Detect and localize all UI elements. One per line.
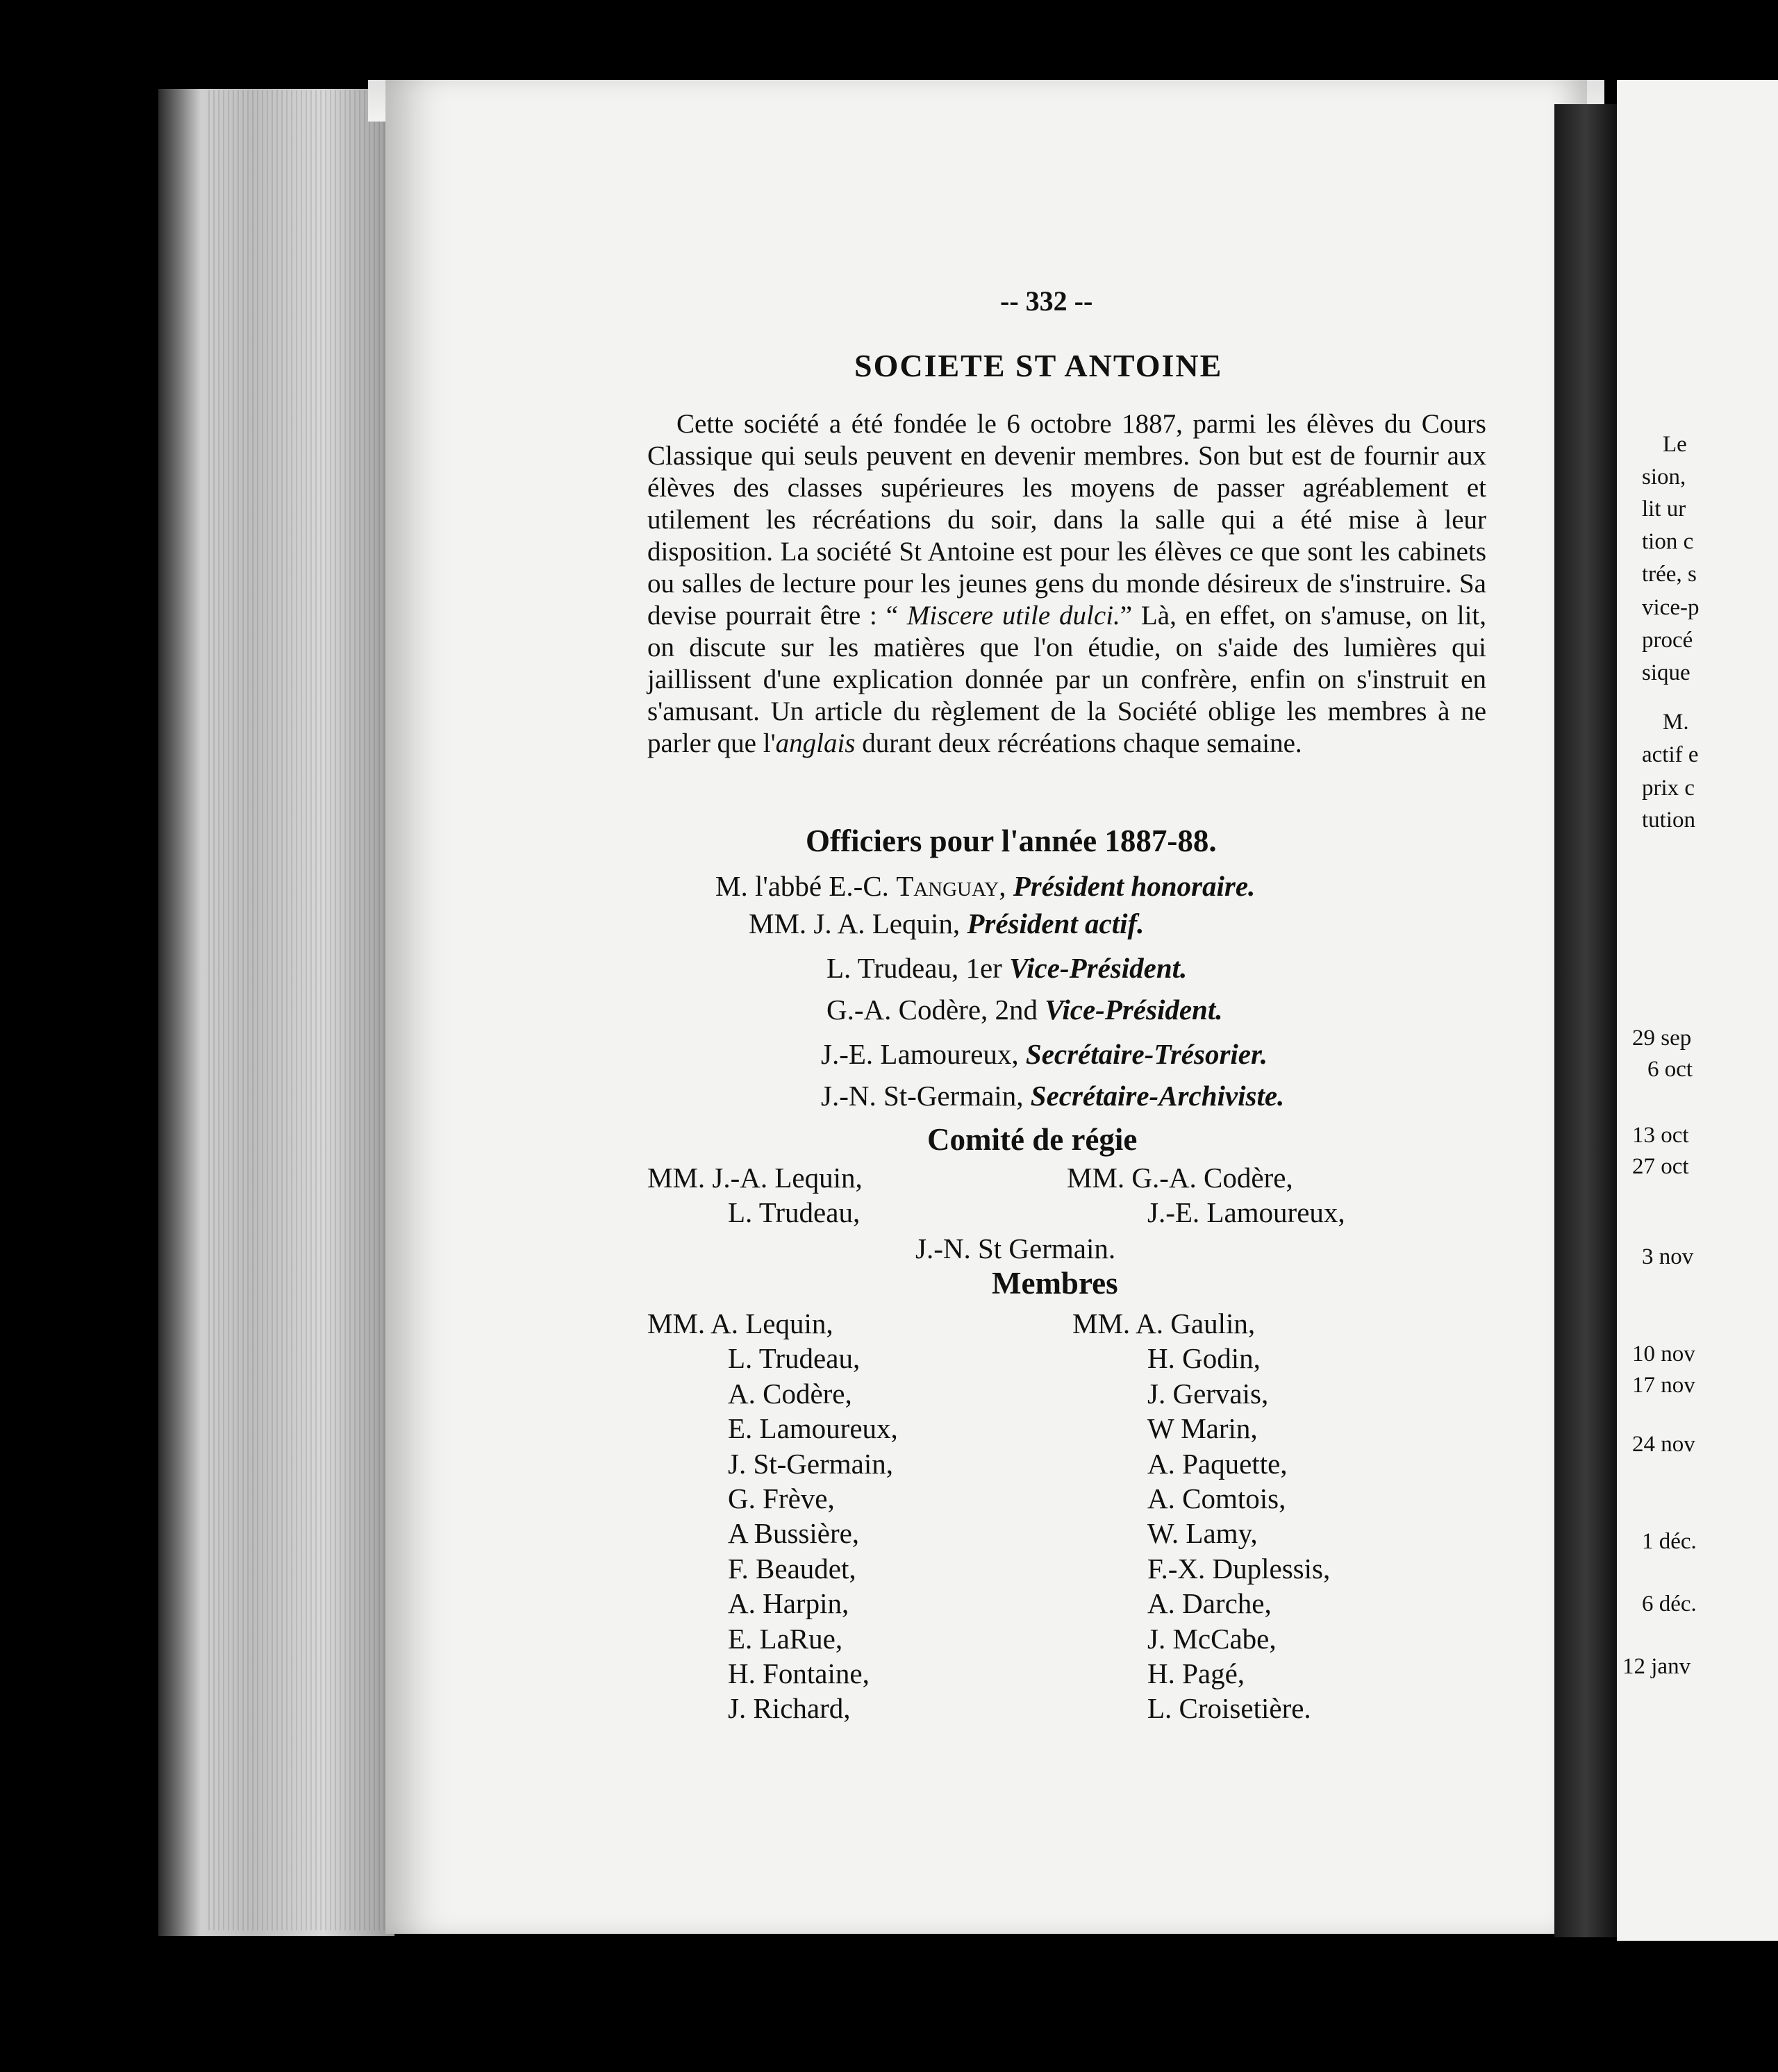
right-page-date: 10 nov (1632, 1342, 1695, 1367)
right-page-text: lit ur (1642, 496, 1686, 521)
member-right: A. Comtois, (1147, 1482, 1286, 1514)
paragraph-text-2: ” Là, en effet, on s'amuse, on lit, on discute sur les matières que l'on étudie, on s'aide des lumières qui jaillissent d'une explication donnée par un confrère, enfin on s'instruit en s'amusant. Un article du règlement de la Société oblige les membres à ne parler que l' (647, 601, 1486, 758)
member-left: A. Harpin, (728, 1587, 849, 1619)
book-gutter (1554, 104, 1617, 1937)
committee-left-1: L. Trudeau, (728, 1196, 861, 1228)
officer-role: Vice-Président. (1045, 994, 1223, 1026)
member-right: J. McCabe, (1147, 1623, 1277, 1655)
member-left: J. St-Germain, (728, 1448, 893, 1480)
motto: Miscere utile dulci. (906, 601, 1120, 630)
right-page-date: 6 oct (1647, 1057, 1693, 1082)
officer-name: J.-E. Lamoureux, (821, 1038, 1026, 1070)
committee-left-0: MM. J.-A. Lequin, (647, 1162, 863, 1194)
member-left: G. Frève, (728, 1482, 835, 1514)
intro-paragraph (647, 408, 1486, 760)
right-page-date: 17 nov (1632, 1373, 1695, 1398)
paragraph-text: Cette société a été fondée le 6 octobre 1887, parmi les élèves du Cours Classique qui seuls peuvent en devenir membres. Son but est de fournir aux élèves des classes supérieures les moyens de passer agréablement et utilement les récréations du soir, dans la salle qui a été mise à leur disposition. La société St Antoine est pour les élèves ce que sont les cabinets ou salles de lecture pour les jeunes gens du monde désireux de s'instruire. Sa devise pourrait être : “ (647, 409, 1486, 630)
officer-surname: Tanguay (896, 870, 999, 902)
member-left: E. Lamoureux, (728, 1412, 898, 1444)
page-number: -- 332 -- (1000, 285, 1093, 317)
member-right: F.-X. Duplessis, (1147, 1553, 1331, 1585)
officer-name: MM. J. A. Lequin, (749, 908, 967, 939)
committee-center: J.-N. St Germain. (915, 1233, 1116, 1264)
member-right: W. Lamy, (1147, 1517, 1258, 1549)
right-page-text: sion, (1642, 465, 1686, 490)
member-left: J. Richard, (728, 1692, 851, 1724)
paragraph-end: durant deux récréations chaque semaine. (855, 728, 1302, 758)
member-right: L. Croisetière. (1147, 1692, 1311, 1724)
officer-separator: , (999, 870, 1013, 902)
officer-line (826, 951, 1187, 985)
officer-role: Président honoraire. (1013, 870, 1256, 902)
members-heading: Membres (992, 1266, 1118, 1301)
officer-role: Secrétaire-Archiviste. (1030, 1080, 1285, 1112)
right-page-date: 3 nov (1642, 1244, 1694, 1269)
member-right: J. Gervais, (1147, 1378, 1269, 1410)
member-right: A. Paquette, (1147, 1448, 1288, 1480)
section-title: SOCIETE ST ANTOINE (854, 348, 1223, 383)
member-right: H. Pagé, (1147, 1657, 1245, 1689)
right-page-text: trée, s (1642, 562, 1697, 587)
right-page-text: tion c (1642, 529, 1694, 554)
right-page-date: 12 janv (1622, 1654, 1691, 1679)
member-right: H. Godin, (1147, 1342, 1261, 1374)
right-page-text: Le (1663, 432, 1687, 457)
committee-heading: Comité de régie (927, 1122, 1138, 1157)
right-page-date: 24 nov (1632, 1432, 1695, 1457)
right-page-date: 6 déc. (1642, 1591, 1697, 1616)
officer-role: Vice-Président. (1009, 952, 1188, 984)
officer-name: M. l'abbé E.-C. (715, 870, 897, 902)
right-page-fragment (1617, 80, 1778, 1941)
member-left: E. LaRue, (728, 1623, 843, 1655)
member-left: MM. A. Lequin, (647, 1307, 833, 1339)
member-right: A. Darche, (1147, 1587, 1272, 1619)
officer-line (749, 907, 1144, 940)
right-page-text: M. (1663, 710, 1689, 735)
officer-role: Secrétaire-Trésorier. (1025, 1038, 1268, 1070)
member-right: W Marin, (1147, 1412, 1258, 1444)
member-left: H. Fontaine, (728, 1657, 870, 1689)
right-page-date: 27 oct (1632, 1154, 1689, 1179)
officer-name: L. Trudeau, 1er (826, 952, 1010, 984)
member-left: L. Trudeau, (728, 1342, 861, 1374)
right-page-text: actif e (1642, 742, 1699, 767)
member-right: MM. A. Gaulin, (1072, 1307, 1256, 1339)
officer-line (826, 993, 1223, 1026)
officer-line (821, 1079, 1284, 1112)
right-page-date: 1 déc. (1642, 1529, 1697, 1554)
member-left: A Bussière, (728, 1517, 860, 1549)
right-page-text: tution (1642, 808, 1696, 833)
officer-line (821, 1037, 1268, 1071)
language-word: anglais (775, 728, 856, 758)
right-page-text: prix c (1642, 776, 1695, 801)
officer-line (715, 869, 1255, 903)
officer-name: G.-A. Codère, 2nd (826, 994, 1045, 1026)
right-page-text: procé (1642, 628, 1693, 653)
right-page-date: 29 sep (1632, 1026, 1692, 1051)
right-page-text: sique (1642, 660, 1690, 685)
member-left: A. Codère, (728, 1378, 852, 1410)
right-page-date: 13 oct (1632, 1123, 1689, 1148)
member-left: F. Beaudet, (728, 1553, 856, 1585)
right-page-text: vice-p (1642, 595, 1700, 620)
officer-name: J.-N. St-Germain, (821, 1080, 1031, 1112)
officers-heading: Officiers pour l'année 1887-88. (806, 824, 1217, 858)
officer-role: Président actif. (967, 908, 1145, 939)
committee-right-0: MM. G.-A. Codère, (1067, 1162, 1293, 1194)
committee-right-1: J.-E. Lamoureux, (1147, 1196, 1345, 1228)
book-page-edge-lines (208, 90, 389, 1930)
